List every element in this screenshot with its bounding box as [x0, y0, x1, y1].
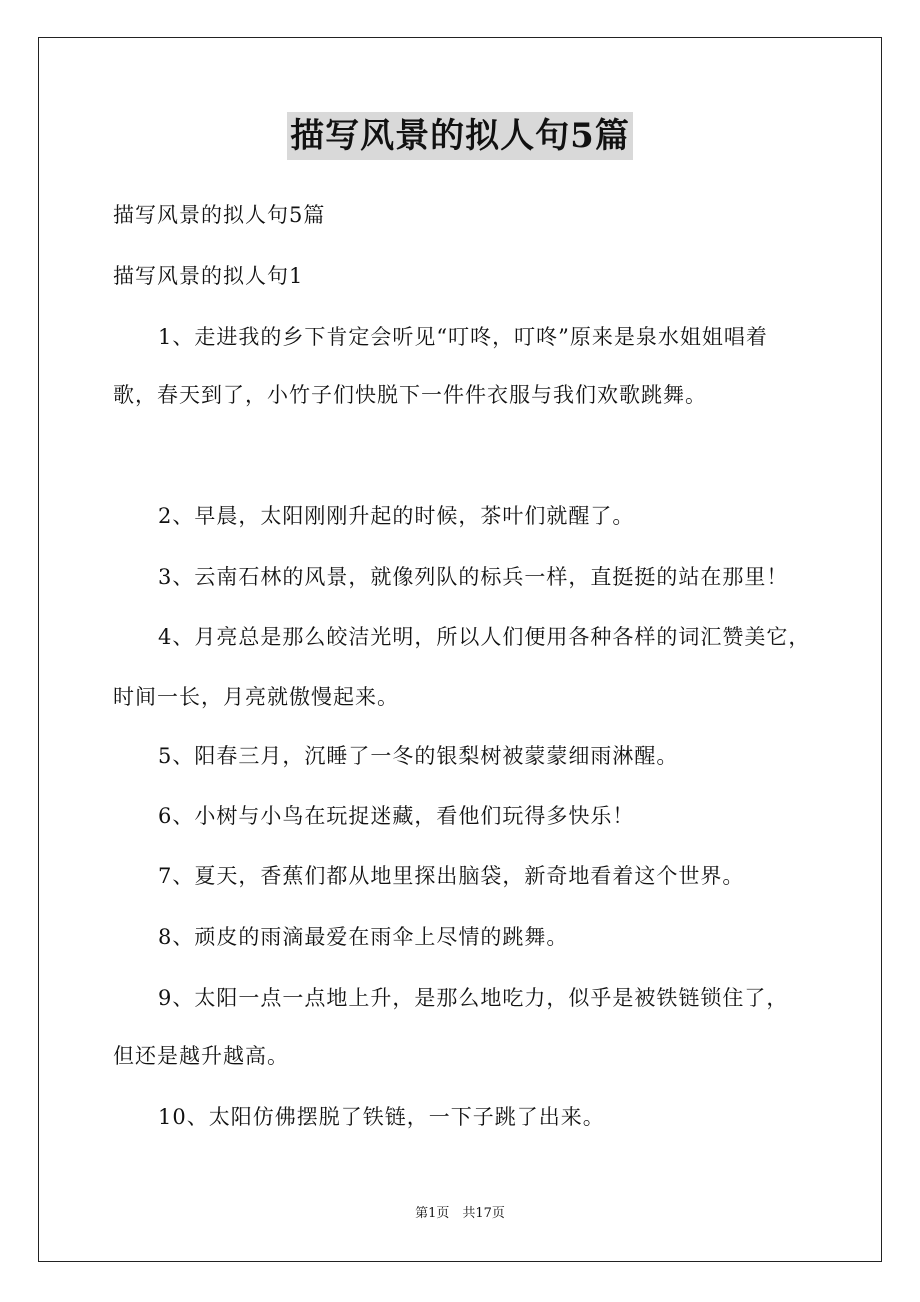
paragraph-line: 8、顽皮的雨滴最爱在雨伞上尽情的跳舞。	[158, 925, 569, 949]
paragraph-line: 5、阳春三月，沉睡了一冬的银梨树被蒙蒙细雨淋醒。	[158, 744, 679, 768]
paragraph-line: 1、走进我的乡下肯定会听见“叮咚，叮咚”原来是泉水姐姐唱着	[158, 325, 768, 349]
document-subtitle: 描写风景的拟人句5篇	[113, 203, 326, 227]
paragraph-line: 4、月亮总是那么皎洁光明，所以人们便用各种各样的词汇赞美它，	[158, 625, 811, 649]
paragraph-line: 但还是越升越高。	[113, 1044, 289, 1068]
paragraph-line: 2、早晨，太阳刚刚升起的时候，茶叶们就醒了。	[158, 504, 635, 528]
paragraph-line: 3、云南石林的风景，就像列队的标兵一样，直挺挺的站在那里！	[158, 565, 789, 589]
page-footer: 第1页 共17页	[415, 1206, 505, 1221]
paragraph-line: 6、小树与小鸟在玩捉迷藏，看他们玩得多快乐！	[158, 804, 635, 828]
title-container	[0, 112, 920, 160]
paragraph-line: 7、夏天，香蕉们都从地里探出脑袋，新奇地看着这个世界。	[158, 864, 745, 888]
document-title: 描写风景的拟人句5篇	[287, 112, 633, 160]
paragraph-line: 歌，春天到了，小竹子们快脱下一件件衣服与我们欢歌跳舞。	[113, 383, 707, 407]
paragraph-line: 10、太阳仿佛摆脱了铁链，一下子跳了出来。	[158, 1105, 605, 1129]
paragraph-line: 时间一长，月亮就傲慢起来。	[113, 685, 399, 709]
paragraph-line: 9、太阳一点一点地上升，是那么地吃力，似乎是被铁链锁住了，	[158, 986, 789, 1010]
section-heading: 描写风景的拟人句1	[113, 264, 304, 288]
